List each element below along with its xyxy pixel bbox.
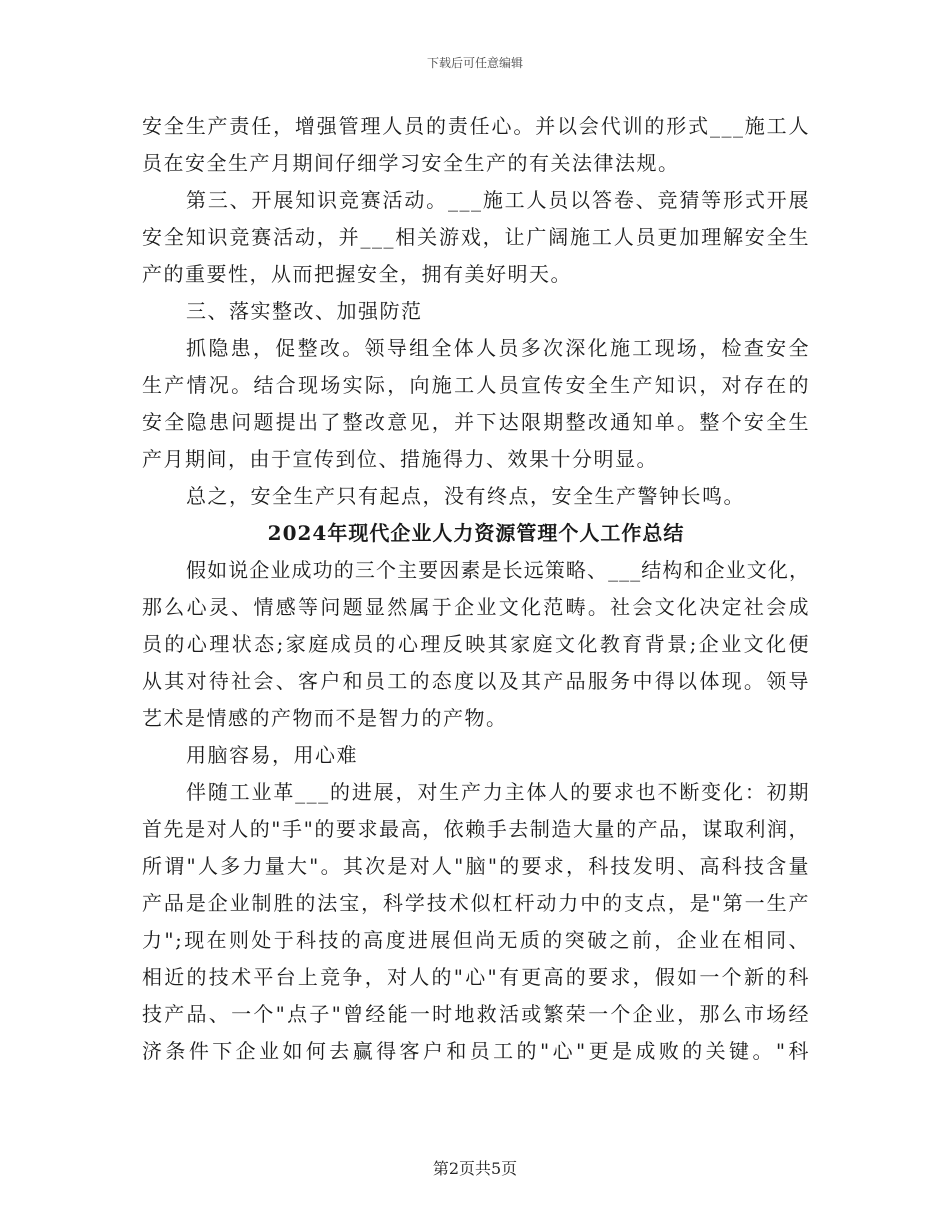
body-line: 安全隐患问题提出了整改意见，并下达限期整改通知单。整个安全生 <box>142 410 810 434</box>
body-line: 产月期间，由于宣传到位、措施得力、效果十分明显。 <box>142 447 658 471</box>
body-line: 从其对待社会、客户和员工的态度以及其产品服务中得以体现。领导 <box>142 669 810 693</box>
body-line: 伴随工业革___的进展，对生产力主体人的要求也不断变化：初期 <box>186 780 810 804</box>
body-line: 员的心理状态;家庭成员的心理反映其家庭文化教育背景;企业文化便 <box>142 632 810 656</box>
page-footer: 第2页共5页 <box>432 1159 518 1178</box>
body-line: 艺术是情感的产物而不是智力的产物。 <box>142 706 508 730</box>
body-line: 假如说企业成功的三个主要因素是长远策略、___结构和企业文化， <box>186 558 810 582</box>
body-line: 那么心灵、情感等问题显然属于企业文化范畴。社会文化决定社会成 <box>142 595 810 619</box>
body-line: 产的重要性，从而把握安全，拥有美好明天。 <box>142 262 572 286</box>
document-title: 2024年现代企业人力资源管理个人工作总结 <box>267 521 685 545</box>
section-heading: 用脑容易，用心难 <box>186 743 358 767</box>
body-line: 第三、开展知识竞赛活动。___施工人员以答卷、竞猜等形式开展 <box>186 188 810 212</box>
body-line: 安全知识竞赛活动，并___相关游戏，让广阔施工人员更加理解安全生 <box>142 225 810 249</box>
document-body <box>142 108 810 1070</box>
body-line: 生产情况。结合现场实际，向施工人员宣传安全生产知识，对存在的 <box>142 373 810 397</box>
body-line: 总之，安全生产只有起点，没有终点，安全生产警钟长鸣。 <box>186 484 745 508</box>
body-line: 相近的技术平台上竞争，对人的"心"有更高的要求，假如一个新的科 <box>142 965 810 989</box>
page-header: 下载后可任意编辑 <box>426 56 523 70</box>
body-line: 济条件下企业如何去赢得客户和员工的"心"更是成败的关键。"科 <box>142 1039 810 1063</box>
body-line: 安全生产责任，增强管理人员的责任心。并以会代训的形式___施工人 <box>142 114 810 138</box>
body-line: 首先是对人的"手"的要求最高，依赖手去制造大量的产品，谋取利润， <box>142 817 810 841</box>
body-line: 员在安全生产月期间仔细学习安全生产的有关法律法规。 <box>142 151 680 175</box>
body-line: 抓隐患，促整改。领导组全体人员多次深化施工现场，检查安全 <box>186 336 810 360</box>
section-heading: 三、落实整改、加强防范 <box>186 299 423 323</box>
body-line: 技产品、一个"点子"曾经能一时地救活或繁荣一个企业，那么市场经 <box>142 1002 810 1026</box>
body-line: 所谓"人多力量大"。其次是对人"脑"的要求，科技发明、高科技含量 <box>142 854 810 878</box>
body-line: 力";现在则处于科技的高度进展但尚无质的突破之前，企业在相同、 <box>142 928 810 952</box>
body-line: 产品是企业制胜的法宝，科学技术似杠杆动力中的支点，是"第一生产 <box>142 891 810 915</box>
